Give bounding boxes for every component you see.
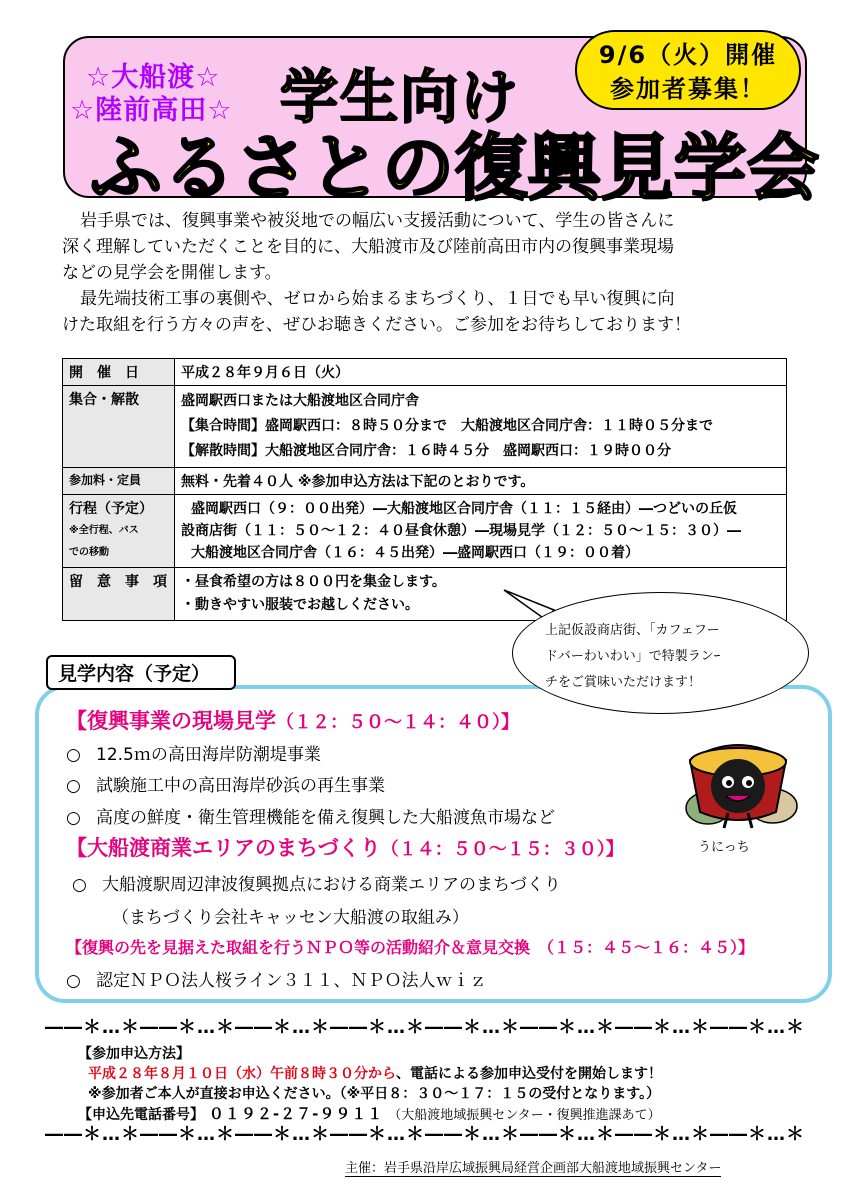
section2-item-sub: （まちづくり会社キャッセン大船渡の取組み） [112,908,469,928]
section2-title [66,832,624,862]
section1-item1-text: 12.5ｍの高田海岸防潮堤事業 [96,745,321,765]
bubble-line3: チをご賞味いただけます！ [545,675,702,690]
section1-item3-text: 高度の鮮度・衛生管理機能を備え復興した大船渡魚市場など [96,808,555,828]
sponsor: 主催：岩手県沿岸広域振興局経営企画部大船渡地域振興センター [345,1157,721,1177]
table-row-itinerary [63,495,787,568]
section3-title: 【復興の先を見据えた取組を行うＮＰＯ等の活動紹介＆意見交換 （１５：４５～１６：４５）】 [66,938,755,957]
itinerary-note1: ※全行程、バス [69,525,139,536]
section1-item1 [66,740,321,765]
table-row-fee [63,468,787,495]
meet-time2: 【解散時間】大船渡地区合同庁舎：１６時４５分 盛岡駅西口：１９時００分 [181,443,671,459]
notes-label: 留 意 事 項 [63,568,175,621]
intro-text [62,208,797,338]
table-row-date [63,359,787,386]
apply-line2: ※参加者ご本人が直接お申込ください。（※平日８：３０～１７：１５の受付となります。） [88,1086,661,1102]
phone-number: ０１９２-２７-９９１１ [208,1105,384,1123]
date-badge [575,30,801,110]
mascot-unicchi-icon [668,720,808,835]
itinerary-label: 行程（予定） [69,501,153,517]
section3-item-text: 認定ＮＰＯ法人桜ライン３１１、ＮＰＯ法人ｗｉｚ [96,971,487,991]
itinerary-line3: 大船渡地区合同庁舎（１６：４５出発）―盛岡駅西口（１９：００着） [191,545,639,561]
section1-title-text: 【復興事業の現場見学 [66,709,276,733]
section3-item [66,966,487,991]
intro-para1-line1: 岩手県では、復興事業や被災地での幅広い支援活動について、学生の皆さんに [80,211,675,231]
bullet-icon: ○ [66,745,81,765]
bullet-icon: ○ [66,971,81,991]
intro-para1-line2: 深く理解していただくことを目的に、大船渡市及び陸前高田市内の復興事業現場 [62,237,674,257]
section1-title [66,705,519,735]
title-line2: ふるさとの復興見学会 [90,126,821,210]
section2-time: （１４：５０～１５：３０）】 [380,839,624,860]
bullet-icon: ○ [66,808,81,828]
notes-line2: ・動きやすい服装でお越しください。 [181,597,419,613]
phone-note: （大船渡地域振興センター・復興推進課あて） [388,1108,661,1123]
section1-item3 [66,803,555,828]
bullet-icon: ○ [66,776,81,796]
bubble-line2: ドバーわいわい」で特製ランｰ [545,649,721,664]
intro-para2-line1: 最先端技術工事の裏側や、ゼロから始まるまちづくり、１日でも早い復興に向 [80,289,675,309]
section2-item-text: 大船渡駅周辺津波復興拠点における商業エリアのまちづくり [102,875,561,895]
meet-value: 盛岡駅西口または大船渡地区合同庁舎 [181,393,419,409]
apply-line1-rest: 、電話による参加申込受付を開始します！ [396,1066,662,1082]
itinerary-note2: での移動 [69,547,109,558]
header-star-line1: ☆大船渡☆ [86,62,221,93]
badge-line1: 9/6（火）開催 [598,41,778,69]
bubble-line1: 上記仮設商店街、「カフェフー [545,623,720,638]
apply-start-date: 平成２８年８月１０日（水）午前８時３０分から [88,1066,396,1082]
itinerary-line2: 設商店街（１１：５０～１２：４０昼食休憩）―現場見学（１２：５０～１５：３０）― [181,523,741,539]
section1-item2 [66,771,385,796]
header-star-line2: ☆陸前高田☆ [70,95,233,126]
content-label: 見学内容（予定） [46,655,236,690]
notes-line1: ・昼食希望の方は８００円を集金します。 [181,574,446,590]
meet-time1: 【集合時間】盛岡駅西口：８時５０分まで 大船渡地区合同庁舎：１１時０５分まで [181,418,713,434]
apply-heading: 【参加申込方法】 [78,1046,190,1062]
info-table [62,358,787,621]
divider-bottom: ――＊…＊――＊…＊――＊…＊――＊…＊――＊…＊――＊…＊――＊…＊――＊…＊ [45,1124,805,1145]
date-label: 開 催 日 [63,359,175,386]
intro-para1-line3: などの見学会を開催します。 [62,263,282,283]
table-row-meet [63,386,787,468]
section2-item [72,870,561,895]
section2-title-text: 【大船渡商業エリアのまちづくり [66,836,381,860]
section1-time: （１２：５０～１４：４０）】 [276,712,519,733]
badge-line2: 参加者募集！ [610,75,766,103]
title-line1: 学生向け [280,63,521,131]
apply-line1 [88,1063,662,1083]
meet-label: 集合・解散 [63,386,175,468]
bubble-text [545,618,795,696]
date-value: 平成２８年９月６日（火） [175,359,787,386]
section1-item2-text: 試験施工中の高田海岸砂浜の再生事業 [96,776,385,796]
bullet-icon: ○ [72,875,87,895]
phone-label: 【申込先電話番号】 [78,1107,204,1123]
divider-top: ――＊…＊――＊…＊――＊…＊――＊…＊――＊…＊――＊…＊――＊…＊――＊…＊ [45,1017,805,1038]
fee-value: 無料・先着４０人 ※参加申込方法は下記のとおりです。 [175,468,787,495]
fee-label: 参加料・定員 [63,468,175,495]
itinerary-line1: 盛岡駅西口（９：００出発）―大船渡地区合同庁舎（１１：１５経由）―つどいの丘仮 [191,501,737,517]
intro-para2-line2: けた取組を行う方々の声を、ぜひお聴きください。ご参加をお待ちしております！ [62,315,691,335]
mascot-caption: うにっち [698,840,750,855]
